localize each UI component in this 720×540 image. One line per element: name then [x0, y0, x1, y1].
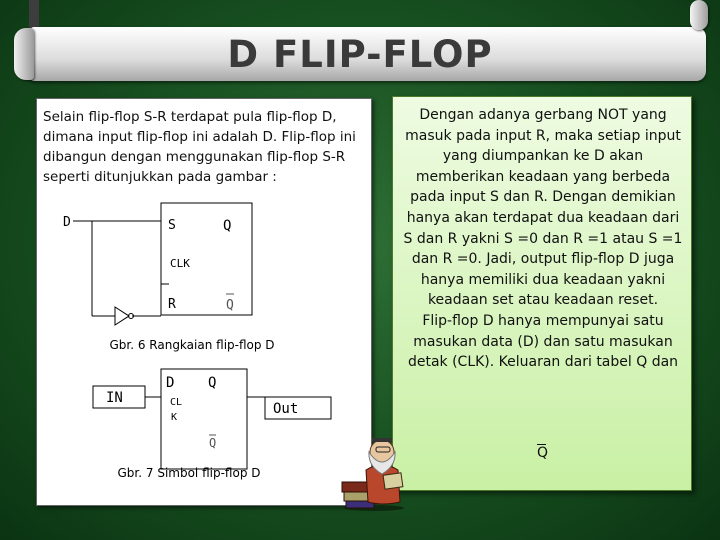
banner-curl-right [690, 0, 708, 30]
c2-label-clk1: CL [170, 397, 183, 408]
left-content-panel [36, 98, 372, 506]
right-paragraph-2: Flip-flop D hanya mempunyai satu masukan data (D) dan satu masukan detak (CLK). Keluaran dari tabel Q dan [407, 312, 679, 371]
c1-label-qbar: Q [226, 298, 234, 313]
banner-post-left [29, 0, 39, 30]
not-gate-icon [115, 307, 134, 325]
right-paragraph-1: Dengan adanya gerbang NOT yang masuk pada input R, maka setiap input yang diumpankan ke D akan memberikan keadaan yang berbeda pada input S dan R. Dengan demikian hanya akan terdapat dua keadaan dari S dan R yakni S =0 dan R =1 atau S =1 dan R =0. Jadi, output flip-flop D juga hanya memiliki dua keadaan yakni keadaan set atau keadaan reset. [403, 107, 683, 309]
c2-label-out: Out [273, 401, 299, 417]
left-intro-text: Selain flip-flop S-R terdapat pula flip-flop D, dimana input flip-flop ini adalah D. Flip-flop ini dibangun dengan menggunakan flip-flop S-R seperti ditunjukkan pada gambar : [43, 109, 356, 185]
circuit-diagrams [37, 99, 371, 505]
scholar-with-books-clipart-icon [336, 430, 412, 512]
c1-label-d: D [63, 215, 71, 230]
q-bar-label [537, 445, 548, 461]
c1-caption: Gbr. 6 Rangkaian flip-flop D [109, 338, 275, 352]
c1-label-q: Q [223, 218, 232, 234]
c1-label-s: S [168, 218, 176, 233]
c2-label-qbar: Q [209, 436, 217, 450]
right-content-panel [392, 96, 692, 491]
c2-label-d: D [166, 375, 175, 391]
slide-title: D FLIP-FLOP [227, 33, 493, 76]
q-bar-overline [537, 444, 546, 445]
c2-caption: Gbr. 7 Simbol flip-flop D [117, 466, 261, 480]
q-bar-text: Q [537, 445, 549, 461]
c1-label-r: R [168, 297, 176, 312]
c2-label-in: IN [106, 390, 123, 406]
right-text-block [403, 105, 683, 373]
circuit1-wires [73, 221, 169, 316]
c2-label-clk2: K [171, 412, 178, 423]
c1-label-clk: CLK [170, 257, 190, 270]
c2-label-q: Q [208, 375, 217, 391]
